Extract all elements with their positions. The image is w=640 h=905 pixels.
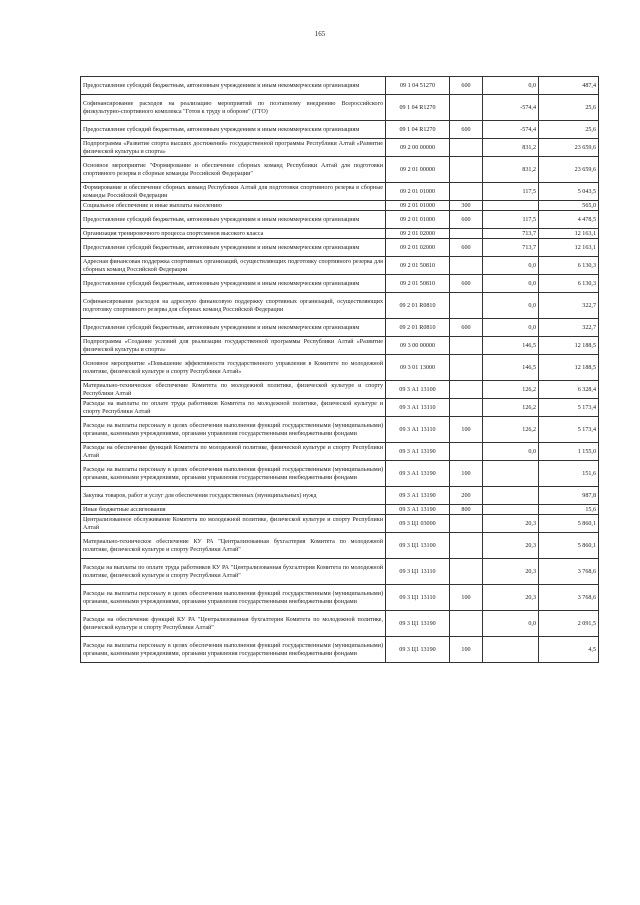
table-cell-code: 09 3 А1 13190 [386,505,450,515]
table-cell-name: Предоставление субсидий бюджетным, автономным учреждениям и иным некоммерческим организациям [81,275,386,293]
table-cell-type [450,559,483,585]
table-cell-name: Расходы на выплаты персоналу в целях обеспечения выполнения функций государственными (муниципальными) органами, казенными учреждениями, органами управления государственными внебюджетными фондами [81,461,386,487]
table-row [81,77,599,95]
table-cell-change: 117,5 [483,183,539,201]
table-cell-name: Расходы на обеспечение функций Комитета по молодежной политике, физической культуре и спорту Республики Алтай [81,443,386,461]
table-cell-change: 126,2 [483,399,539,417]
table-cell-code: 09 2 01 01000 [386,211,450,229]
table-cell-amount: 5 173,4 [539,417,599,443]
table-cell-code: 09 3 00 00000 [386,337,450,355]
table-cell-amount: 565,0 [539,201,599,211]
table-cell-name: Расходы на выплаты персоналу в целях обеспечения выполнения функций государственными (муниципальными) органами, казенными учреждениями, органами управления государственными внебюджетными фондами [81,417,386,443]
table-cell-code: 09 2 01 01000 [386,201,450,211]
table-cell-type: 600 [450,211,483,229]
table-row [81,95,599,121]
table-cell-type: 100 [450,417,483,443]
table-cell-amount: 23 659,6 [539,139,599,157]
table-cell-name: Расходы на выплаты по оплате труда работников КУ РА "Централизованная бухгалтерия Комитета по молодежной политике, физической культуре и спорту Республики Алтай" [81,559,386,585]
table-cell-type [450,611,483,637]
table-cell-amount: 12 163,1 [539,239,599,257]
table-cell-code: 09 2 01 50810 [386,275,450,293]
table-cell-change: 713,7 [483,239,539,257]
table-row [81,515,599,533]
table-cell-type [450,533,483,559]
table-cell-name: Материально-техническое обеспечение Комитета по молодежной политике, физической культуре и спорту Республики Алтай [81,381,386,399]
table-cell-name: Предоставление субсидий бюджетным, автономным учреждениям и иным некоммерческим организациям [81,77,386,95]
table-cell-code: 09 1 04 R1270 [386,121,450,139]
table-cell-code: 09 2 01 01000 [386,183,450,201]
table-cell-amount: 4,5 [539,637,599,663]
table-cell-amount: 4 478,5 [539,211,599,229]
table-row [81,275,599,293]
table-cell-code: 09 3 Ц1 13110 [386,585,450,611]
table-cell-change: -574,4 [483,121,539,139]
table-row [81,559,599,585]
table-cell-code: 09 3 Ц1 13190 [386,637,450,663]
table-cell-code: 09 3 Ц1 13100 [386,533,450,559]
table-cell-change [483,487,539,505]
table-cell-change: 20,3 [483,533,539,559]
table-row [81,533,599,559]
table-cell-type: 100 [450,585,483,611]
table-cell-type: 100 [450,637,483,663]
table-cell-amount: 322,7 [539,293,599,319]
table-cell-name: Софинансирование расходов на реализацию мероприятий по поэтапному внедрению Всероссийского физкультурно-спортивного комплекса "Готов к труду и обороне" (ГТО) [81,95,386,121]
page-number: 165 [314,30,326,38]
table-cell-amount: 25,6 [539,95,599,121]
table-cell-change: 117,5 [483,211,539,229]
table-cell-name: Расходы на обеспечение функций КУ РА "Централизованная бухгалтерия Комитета по молодежной политике, физической культуре и спорту Республики Алтай" [81,611,386,637]
table-cell-amount: 5 860,1 [539,533,599,559]
table-row [81,417,599,443]
table-cell-type: 600 [450,121,483,139]
table-row [81,337,599,355]
table-cell-code: 09 2 00 00000 [386,139,450,157]
table-cell-amount: 3 768,6 [539,585,599,611]
table-cell-type [450,229,483,239]
table-cell-name: Закупка товаров, работ и услуг для обеспечения государственных (муниципальных) нужд [81,487,386,505]
table-cell-amount: 1 155,0 [539,443,599,461]
table-cell-amount: 12 188,5 [539,355,599,381]
table-cell-change: 0,0 [483,77,539,95]
table-cell-name: Предоставление субсидий бюджетным, автономным учреждениям и иным некоммерческим организациям [81,319,386,337]
table-cell-type: 600 [450,275,483,293]
table-row [81,211,599,229]
table-cell-type: 600 [450,77,483,95]
table-cell-type [450,95,483,121]
table-cell-type [450,257,483,275]
table-row [81,293,599,319]
table-row [81,157,599,183]
table-cell-type [450,443,483,461]
table-cell-change: 0,0 [483,275,539,293]
table-row [81,505,599,515]
table-cell-name: Софинансирование расходов на адресную финансовую поддержку спортивных организаций, осуществляющих подготовку спортивного резерва для сборных команд Российской Федерации [81,293,386,319]
table-cell-code: 09 3 Ц1 03000 [386,515,450,533]
table-row [81,637,599,663]
table-cell-amount: 322,7 [539,319,599,337]
table-cell-amount: 2 091,5 [539,611,599,637]
table-cell-amount: 12 163,1 [539,229,599,239]
table-cell-type [450,139,483,157]
table-cell-code: 09 1 04 R1270 [386,95,450,121]
table-cell-amount: 151,6 [539,461,599,487]
table-row [81,121,599,139]
table-cell-change: 0,0 [483,611,539,637]
table-row [81,487,599,505]
table-cell-change: 146,5 [483,355,539,381]
table-cell-amount: 6 130,3 [539,275,599,293]
table-cell-code: 09 2 01 02000 [386,229,450,239]
table-cell-type [450,399,483,417]
table-cell-amount: 6 328,4 [539,381,599,399]
table-cell-name: Подпрограмма «Развитие спорта высших достижений» государственной программы Республики Алтай «Развитие физической культуры и спорта» [81,139,386,157]
table-cell-amount: 15,6 [539,505,599,515]
table-cell-code: 09 3 Ц1 13190 [386,611,450,637]
table-cell-name: Формирование и обеспечение сборных команд Республики Алтай для подготовки спортивного резерва в сборные команды Российской Федерации [81,183,386,201]
table-cell-change: -574,4 [483,95,539,121]
table-cell-type [450,183,483,201]
table-cell-type [450,157,483,183]
table-cell-amount: 5 043,5 [539,183,599,201]
table-cell-type: 600 [450,319,483,337]
table-row [81,355,599,381]
table-cell-code: 09 2 01 R0810 [386,319,450,337]
table-cell-type [450,293,483,319]
table-cell-code: 09 3 А1 13190 [386,461,450,487]
table-row [81,461,599,487]
table-row [81,381,599,399]
table-row [81,229,599,239]
table-cell-code: 09 2 01 02000 [386,239,450,257]
table-cell-change: 0,0 [483,319,539,337]
table-cell-name: Централизованное обслуживание Комитета по молодежной политике, физической культуре и спорту Республики Алтай [81,515,386,533]
table-cell-change: 0,0 [483,257,539,275]
table-cell-amount: 5 173,4 [539,399,599,417]
table-cell-amount: 6 130,3 [539,257,599,275]
table-cell-code: 09 3 01 13000 [386,355,450,381]
table-cell-type: 800 [450,505,483,515]
table-row [81,239,599,257]
table-cell-name: Расходы на выплаты по оплате труда работников Комитета по молодежной политике, физической культуре и спорту Республики Алтай [81,399,386,417]
table-cell-change: 0,0 [483,443,539,461]
table-cell-change: 0,0 [483,293,539,319]
table-cell-name: Подпрограмма «Создание условий для реализации государственной программы Республики Алтай «Развитие физической культуры и спорта» [81,337,386,355]
table-cell-type [450,337,483,355]
table-cell-change: 20,3 [483,585,539,611]
table-cell-type: 300 [450,201,483,211]
table-cell-name: Расходы на выплаты персоналу в целях обеспечения выполнения функций государственными (муниципальными) органами, казенными учреждениями, органами управления государственными внебюджетными фондами [81,637,386,663]
table-cell-code: 09 2 01 50810 [386,257,450,275]
table-cell-code: 09 3 А1 13190 [386,487,450,505]
table-cell-code: 09 1 04 51270 [386,77,450,95]
table-row [81,183,599,201]
table-cell-change [483,461,539,487]
table-cell-name: Расходы на выплаты персоналу в целях обеспечения выполнения функций государственными (муниципальными) органами, казенными учреждениями, органами управления государственными внебюджетными фондами [81,585,386,611]
table-cell-change: 713,7 [483,229,539,239]
table-cell-code: 09 3 А1 13100 [386,381,450,399]
table-row [81,399,599,417]
table-cell-change: 831,2 [483,139,539,157]
table-cell-code: 09 3 А1 13190 [386,443,450,461]
table-cell-code: 09 3 А1 13110 [386,417,450,443]
table-cell-name: Организация тренировочного процесса спортсменов высокого класса [81,229,386,239]
table-cell-code: 09 3 А1 13110 [386,399,450,417]
table-cell-name: Материально-техническое обеспечение КУ РА "Централизованная бухгалтерия Комитета по молодежной политике, физической культуре и спорту Республики Алтай" [81,533,386,559]
table-cell-name: Предоставление субсидий бюджетным, автономным учреждениям и иным некоммерческим организациям [81,121,386,139]
table-cell-amount: 3 768,6 [539,559,599,585]
table-cell-type [450,515,483,533]
table-cell-change [483,637,539,663]
table-cell-name: Основное мероприятие "Формирование и обеспечение сборных команд Республики Алтай для подготовки спортивного резерва в сборные команды Российской Федерации" [81,157,386,183]
table-cell-change: 126,2 [483,417,539,443]
table-cell-name: Социальное обеспечение и иные выплаты населению [81,201,386,211]
table-cell-code: 09 3 Ц1 13110 [386,559,450,585]
table-row [81,611,599,637]
table-cell-change: 126,2 [483,381,539,399]
table-row [81,201,599,211]
table-row [81,319,599,337]
table-cell-type: 600 [450,239,483,257]
table-cell-amount: 12 188,5 [539,337,599,355]
table-cell-change: 831,2 [483,157,539,183]
table-cell-amount: 487,4 [539,77,599,95]
table-row [81,443,599,461]
table-cell-change [483,505,539,515]
table-cell-code: 09 2 01 R0810 [386,293,450,319]
table-cell-type [450,355,483,381]
table-cell-amount: 23 659,6 [539,157,599,183]
budget-table [80,76,599,663]
table-cell-name: Предоставление субсидий бюджетным, автономным учреждениям и иным некоммерческим организациям [81,239,386,257]
table-row [81,257,599,275]
table-row [81,139,599,157]
table-cell-name: Предоставление субсидий бюджетным, автономным учреждениям и иным некоммерческим организациям [81,211,386,229]
table-cell-type: 200 [450,487,483,505]
table-row [81,585,599,611]
table-cell-amount: 25,6 [539,121,599,139]
table-cell-name: Основное мероприятие «Повышение эффективности государственного управления в Комитете по молодежной политике, физической культуре и спорту Республики Алтай» [81,355,386,381]
table-cell-name: Иные бюджетные ассигнования [81,505,386,515]
table-cell-code: 09 2 01 00000 [386,157,450,183]
table-cell-change: 20,3 [483,559,539,585]
table-cell-amount: 5 860,1 [539,515,599,533]
table-cell-type [450,381,483,399]
table-cell-type: 100 [450,461,483,487]
table-cell-change: 20,3 [483,515,539,533]
table-cell-amount: 987,8 [539,487,599,505]
table-cell-change [483,201,539,211]
table-cell-change: 146,5 [483,337,539,355]
table-cell-name: Адресная финансовая поддержка спортивных организаций, осуществляющих подготовку спортивного резерва для сборных команд Российской Федерации [81,257,386,275]
